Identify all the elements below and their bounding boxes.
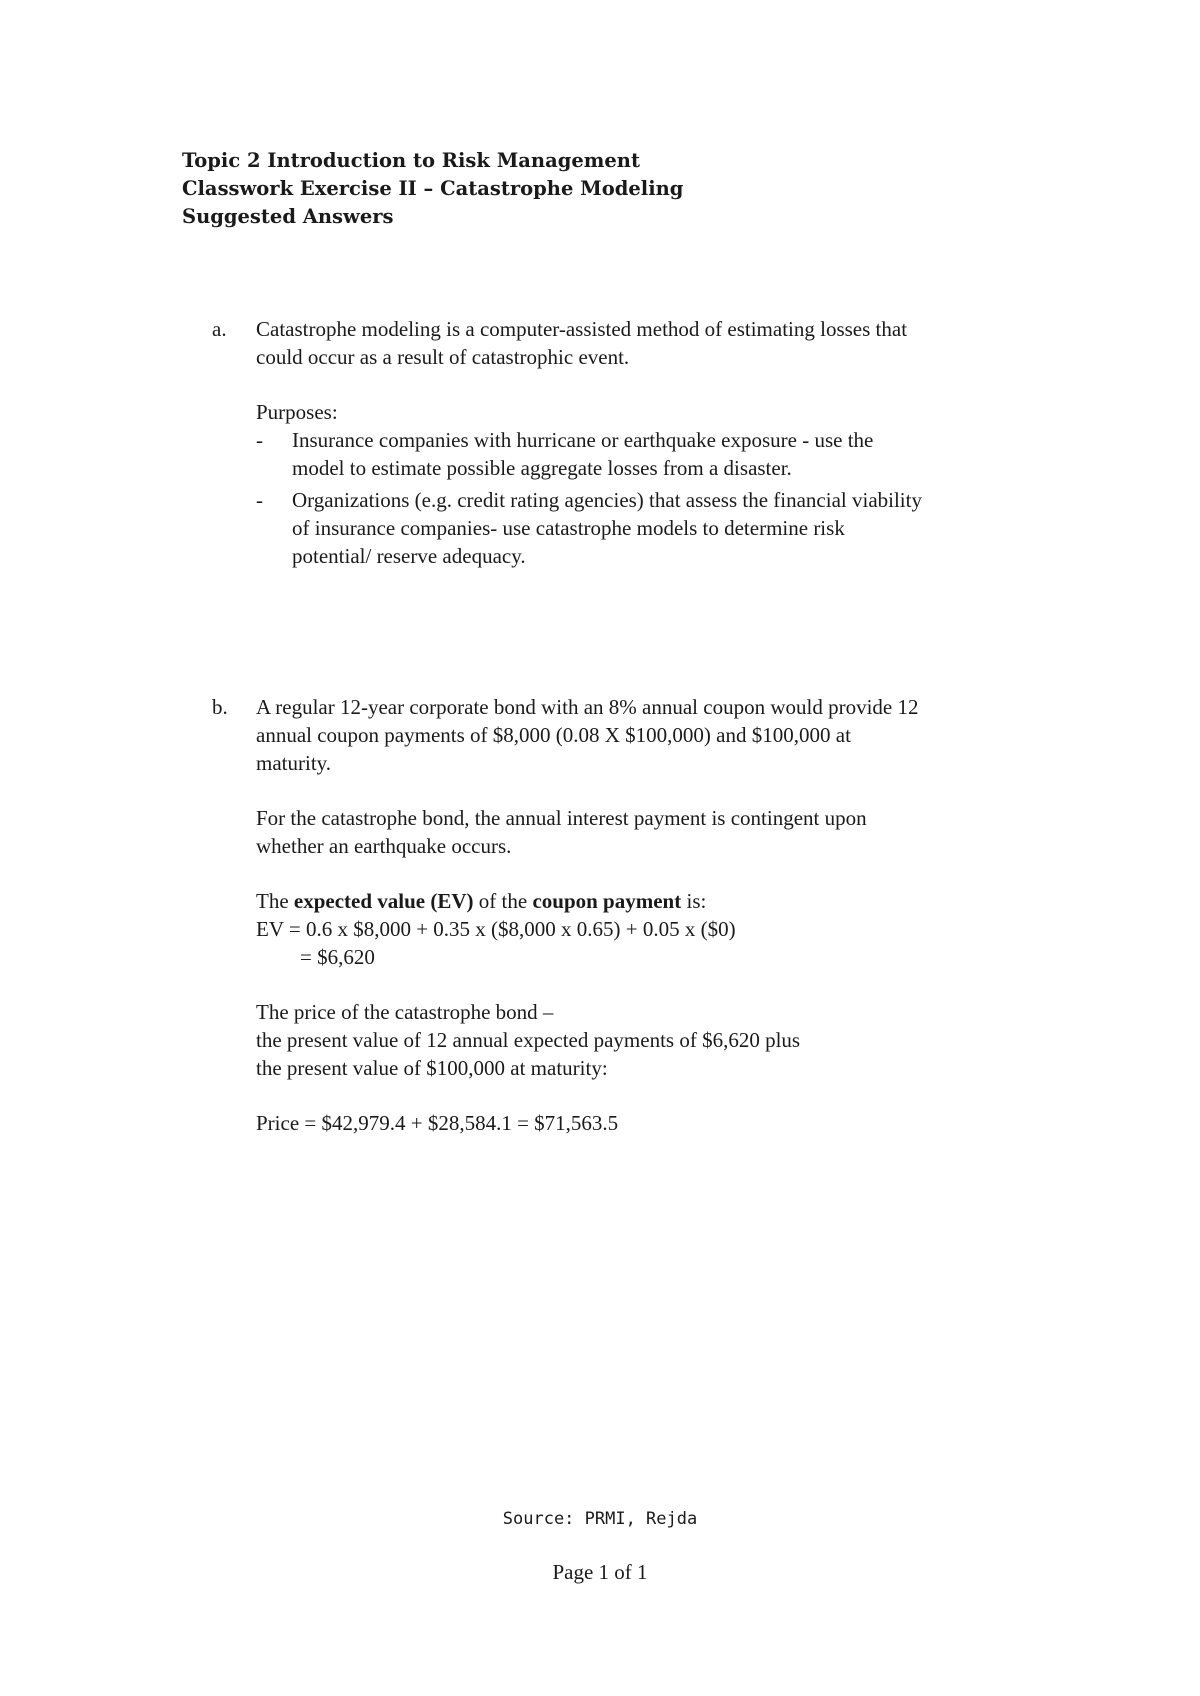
paragraph-line: whether an earthquake occurs.: [256, 834, 512, 858]
source-note: Source: PRMI, Rejda: [502, 1509, 698, 1529]
bullet-line: Organizations (e.g. credit rating agencies) that assess the financial viability: [292, 488, 922, 512]
regular-bond-paragraph: [256, 693, 918, 777]
paragraph-line: maturity.: [256, 751, 332, 775]
catastrophe-bond-paragraph: [256, 804, 867, 860]
bullet-text: [292, 426, 873, 482]
bullet-line: Insurance companies with hurricane or earthquake exposure - use the: [292, 428, 874, 452]
header-topic: Topic 2 Introduction to Risk Management: [182, 149, 640, 172]
price-explanation: [256, 998, 800, 1082]
ev-intro: [256, 887, 736, 915]
bullet-line: potential/ reserve adequacy.: [292, 544, 526, 568]
coupon-term: coupon payment: [532, 889, 682, 913]
ev-intro-text: is:: [686, 889, 707, 913]
page-number: Page 1 of 1: [552, 1560, 648, 1584]
bullet-dash: -: [256, 488, 263, 512]
paragraph-line: annual coupon payments of $8,000 (0.08 X $100,000) and $100,000 at: [256, 723, 851, 747]
ev-term: expected value (EV): [293, 889, 474, 913]
paragraph-line: For the catastrophe bond, the annual interest payment is contingent upon: [256, 806, 867, 830]
price-formula: Price = $42,979.4 + $28,584.1 = $71,563.5: [256, 1111, 619, 1135]
header-subtitle: Suggested Answers: [182, 205, 394, 228]
ev-result: = $6,620: [300, 945, 375, 969]
header-exercise: Classwork Exercise II – Catastrophe Modeling: [182, 177, 684, 200]
section-b-marker: b.: [212, 695, 228, 719]
bullet-line: model to estimate possible aggregate losses from a disaster.: [292, 456, 792, 480]
section-a-definition: [256, 315, 907, 371]
section-a-marker: a.: [212, 317, 227, 341]
paragraph-line: A regular 12-year corporate bond with an 8% annual coupon would provide 12: [256, 695, 919, 719]
definition-line: Catastrophe modeling is a computer-assisted method of estimating losses that: [256, 317, 908, 341]
document-header: [182, 147, 683, 231]
price-line: the present value of 12 annual expected payments of $6,620 plus: [256, 1028, 801, 1052]
purposes-label: Purposes:: [256, 400, 338, 424]
bullet-text: [292, 486, 922, 570]
bullet-dash: -: [256, 428, 263, 452]
bullet-line: of insurance companies- use catastrophe models to determine risk: [292, 516, 845, 540]
expected-value-block: [256, 887, 736, 971]
ev-formula: EV = 0.6 x $8,000 + 0.35 x ($8,000 x 0.65) + 0.05 x ($0): [256, 917, 736, 941]
definition-line: could occur as a result of catastrophic event.: [256, 345, 630, 369]
ev-intro-text: The: [256, 889, 289, 913]
price-line: the present value of $100,000 at maturity:: [256, 1056, 608, 1080]
price-line: The price of the catastrophe bond –: [256, 1000, 554, 1024]
ev-intro-text: of the: [478, 889, 528, 913]
